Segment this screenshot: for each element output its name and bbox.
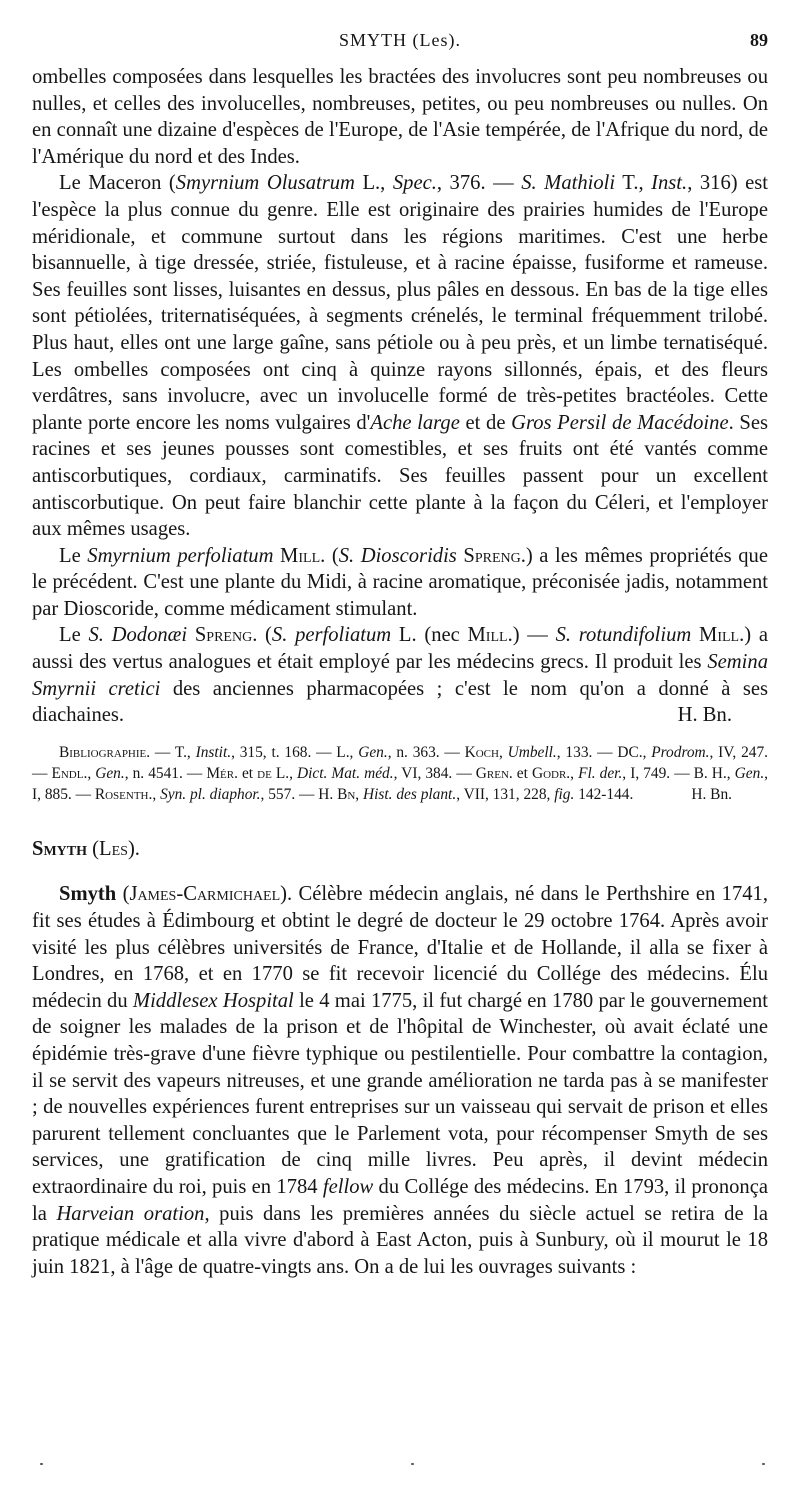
paragraph-perfoliatum: Le Smyrnium perfoliatum Mill. (S. Dioscoridis Spreng.) a les mêmes propriétés que le précédent. C'est une plante du Midi, à racine aromatique, préconisée jadis, notamment par Dioscoride, comme médicament stimulant. [32,544,768,620]
bibliography-signature: H. Bn. [691,785,732,803]
scan-speck [40,1463,43,1465]
running-title: SMYTH (Les). [339,30,461,50]
paragraph-maceron: Le Maceron (Smyrnium Olusatrum L., Spec., 376. — S. Mathioli T., Inst., 316) est l'espèce la plus connue du genre. Elle est originaire des prairies humides de l'Europe méridionale, et commune surtout dans les régions maritimes. C'est une herbe bisannuelle, à tige dressée, striée, fistuleuse, et à racine épaisse, fusiforme et rameuse. Ses feuilles sont lisses, luisantes en dessus, plus pâles en dessous. En bas de la tige elles sont pétiolées, triternatiséquées, à segments crénelés, le terminal fréquemment trilobé. Plus haut, elles ont une large gaîne, sans pétiole ou à peu près, et un limbe ternatiséqué. Les ombelles composées ont cinq à quinze rayons sillonnés, épais, et des fleurs verdâtres, sans involucre, avec un involucelle formé de très-petites bractéoles. Cette plante porte encore les noms vulgaires d'Ache large et de Gros Persil de Macédoine. Ses racines et ses jeunes pousses sont comestibles, et ses fruits ont été vantés comme antiscorbutiques, cordiaux, carminatifs. Ses feuilles passent pour un excellent antiscorbutique. On peut faire blanchir cette plante à la façon du Céleri, et l'employer aux mêmes usages. [32,172,768,541]
article-body [32,64,768,1280]
section-heading: Smyth (Les). [32,837,140,860]
scan-speck [411,1463,414,1465]
paragraph-dodonaei: Le S. Dodonæi Spreng. (S. perfoliatum L. (nec Mill.) — S. rotundifolium Mill.) a aussi des vertus analogues et était employé par les médecins grecs. Il produit les Semina Smyrnii cretici des anciennes pharmacopées ; c'est le nom qu'on a donné à ses diachaines. H. Bn. [32,622,768,728]
page-number: 89 [750,30,768,50]
page-header [32,30,768,54]
author-signature: H. Bn. [677,704,732,727]
bibliography-label: Bibliographie. [59,743,151,761]
entry-name: Smyth [59,883,117,906]
paragraph-continuation: ombelles composées dans lesquelles les bractées des involucres sont peu nombreuses ou nulles, et celles des involucelles, nombreuses, petites, ou peu nombreuses ou nulles. On en connaît une dizaine d'espèces de l'Europe, de l'Asie tempérée, de l'Afrique du nord, de l'Amérique du nord et des Indes. [32,66,768,168]
scan-speck [762,1463,765,1465]
paragraph-james-carmichael: Smyth (James-Carmichael). Célèbre médecin anglais, né dans le Perthshire en 1741, fit ses études à Édimbourg et obtint le degré de docteur le 29 octobre 1764. Après avoir visité les plus célèbres universités de France, d'Italie et de Hollande, il alla se fixer à Londres, en 1768, et en 1770 se fit recevoir licencié du Collége des médecins. Élu médecin du Middlesex Hospital le 4 mai 1775, il fut chargé en 1780 par le gouvernement de soigner les malades de la prison et de l'hôpital de Winchester, où avait éclaté une épidémie très-grave d'une fièvre typhique ou pestilentielle. Pour combattre la contagion, il se servit des vapeurs nitreuses, et une grande amélioration ne tarda pas à se manifester ; de nouvelles expériences furent entreprises sur un vaisseau qui servait de prison et elles parurent tellement concluantes que le Parlement vota, pour récompenser Smyth de ses services, une gratification de cinq mille livres. Peu après, il devint médecin extraordinaire du roi, puis en 1784 fellow du Collége des médecins. En 1793, il prononça la Harveian oration, puis dans les premières années du siècle actuel se retira de la pratique médicale et alla vivre d'abord à East Acton, puis à Sunbury, où il mourut le 18 juin 1821, à l'âge de quatre-vingts ans. On a de lui les ouvrages suivants : [32,883,769,1278]
bibliography: Bibliographie. — T., Instit., 315, t. 168. — L., Gen., n. 363. — Koch, Umbell., 133. — DC., Prodrom., IV, 247. — Endl., Gen., n. 4541. — Mér. et de L., Dict. Mat. méd., VI, 384. — Gren. et Godr., Fl. der., I, 749. — B. H., Gen., I, 885. — Rosenth., Syn. pl. diaphor., 557. — H. Bn, Hist. des plant., VII, 131, 228, fig. 142-144. H. Bn. [32,743,769,803]
